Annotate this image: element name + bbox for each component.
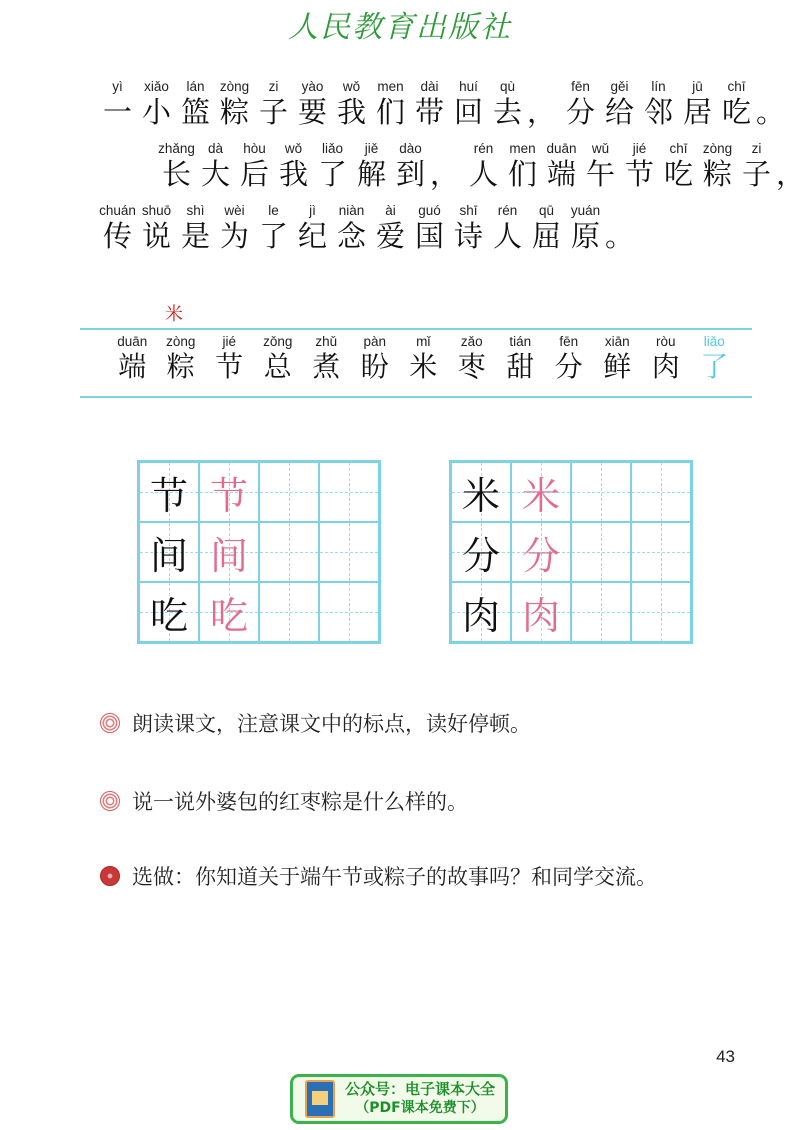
ruby-syllable xyxy=(235,140,274,191)
pinyin: huí xyxy=(459,79,478,94)
grid-cell xyxy=(511,462,571,522)
ruby-syllable xyxy=(488,202,527,253)
hanzi: 分 xyxy=(554,350,583,383)
ruby-syllable xyxy=(410,78,449,129)
grid-cell xyxy=(319,462,379,522)
pinyin: liǎo xyxy=(703,334,725,349)
grid-cell xyxy=(451,582,511,642)
recognition-char xyxy=(254,333,303,384)
hanzi: 爱 xyxy=(375,219,405,253)
pinyin: rén xyxy=(497,203,518,218)
exercise-2 xyxy=(100,786,468,816)
recognition-char xyxy=(690,333,739,384)
pinyin: duān xyxy=(546,141,577,156)
model-character: 分 xyxy=(461,533,500,578)
pinyin: yào xyxy=(301,79,324,94)
pinyin: pàn xyxy=(363,334,387,349)
badge-line-1: 公众号：电子课本大全 xyxy=(345,1080,496,1098)
ruby-syllable xyxy=(600,78,639,129)
hanzi: 念 xyxy=(336,219,366,253)
ruby-syllable xyxy=(332,78,371,129)
ruby-syllable xyxy=(332,202,371,253)
grid-cell xyxy=(571,522,631,582)
hanzi: 屈 xyxy=(531,219,561,253)
pinyin: tián xyxy=(509,334,532,349)
ruby-syllable xyxy=(313,140,352,191)
pinyin: niàn xyxy=(338,203,365,218)
pinyin: jì xyxy=(309,203,316,218)
ruby-syllable xyxy=(274,140,313,191)
pinyin: zòng xyxy=(219,79,250,94)
text-line-3 xyxy=(98,202,639,253)
recognition-mark: 米 xyxy=(165,304,183,325)
pinyin: qù xyxy=(499,79,516,94)
pinyin: guó xyxy=(418,203,441,218)
pinyin: zi xyxy=(751,141,762,156)
ruby-syllable xyxy=(98,78,137,129)
seal-icon xyxy=(100,866,120,886)
pinyin: zǎo xyxy=(460,334,483,349)
pinyin: yuán xyxy=(570,203,601,218)
hanzi: 后 xyxy=(239,157,269,191)
ruby-syllable xyxy=(503,140,542,191)
hanzi: 总 xyxy=(263,350,292,383)
exercise-text: 说一说外婆包的红枣粽是什么样的。 xyxy=(132,790,468,814)
pinyin: yì xyxy=(112,79,123,94)
recognition-char xyxy=(351,333,400,384)
text-line-2 xyxy=(157,140,810,191)
trace-character: 吃 xyxy=(209,593,248,638)
pinyin: zhǎng xyxy=(158,141,195,156)
pinyin: qū xyxy=(538,203,555,218)
trace-character: 间 xyxy=(209,533,248,578)
ruby-syllable xyxy=(542,140,581,191)
hanzi: 一 xyxy=(102,95,132,129)
grid-cell xyxy=(511,582,571,642)
hanzi: 了 xyxy=(317,157,347,191)
recognition-char xyxy=(642,333,691,384)
hanzi: 小 xyxy=(141,95,171,129)
ruby-syllable xyxy=(717,78,756,129)
recognition-char xyxy=(399,333,448,384)
pinyin: ròu xyxy=(655,334,676,349)
hanzi: 吃 xyxy=(663,157,693,191)
ruby-syllable xyxy=(371,202,410,253)
hanzi: 传 xyxy=(102,219,132,253)
pinyin: fēn xyxy=(559,334,579,349)
model-character: 吃 xyxy=(149,593,188,638)
punctuation: 。 xyxy=(605,219,635,253)
ruby-syllable xyxy=(449,78,488,129)
pinyin: jū xyxy=(692,79,703,94)
ruby-syllable xyxy=(639,78,678,129)
ruby-syllable xyxy=(196,140,235,191)
grid-cell xyxy=(259,462,319,522)
recognition-char xyxy=(108,333,157,384)
ruby-syllable xyxy=(254,202,293,253)
recognition-char xyxy=(157,333,206,384)
trace-character: 节 xyxy=(209,473,248,518)
exercise-3 xyxy=(100,861,657,891)
hanzi: 去 xyxy=(492,95,522,129)
hanzi: 鲜 xyxy=(603,350,632,383)
pinyin: chuán xyxy=(99,203,136,218)
hanzi: 吃 xyxy=(721,95,751,129)
hanzi: 午 xyxy=(585,157,615,191)
ruby-syllable xyxy=(561,78,600,129)
hanzi: 纪 xyxy=(297,219,327,253)
hanzi: 是 xyxy=(180,219,210,253)
grid-cell xyxy=(451,522,511,582)
pinyin: chī xyxy=(727,79,746,94)
hanzi: 原 xyxy=(570,219,600,253)
pinyin: zǒng xyxy=(263,334,293,349)
hanzi: 端 xyxy=(546,157,576,191)
hanzi: 篮 xyxy=(180,95,210,129)
ruby-syllable xyxy=(293,202,332,253)
hanzi: 我 xyxy=(278,157,308,191)
badge-line-2: （PDF课本免费下） xyxy=(355,1100,485,1116)
recognition-char xyxy=(448,333,497,384)
hanzi: 带 xyxy=(414,95,444,129)
pinyin: liǎo xyxy=(321,141,343,156)
hanzi: 国 xyxy=(414,219,444,253)
hanzi: 了 xyxy=(700,350,729,383)
ruby-syllable xyxy=(137,78,176,129)
hanzi: 煮 xyxy=(312,350,341,383)
pinyin: mǐ xyxy=(416,334,431,349)
ruby-syllable xyxy=(737,140,776,191)
pinyin: shī xyxy=(459,203,478,218)
recognition-characters xyxy=(108,333,739,384)
hanzi: 枣 xyxy=(457,350,486,383)
grid-cell xyxy=(571,462,631,522)
recognition-char xyxy=(302,333,351,384)
model-character: 间 xyxy=(149,533,188,578)
pinyin: shì xyxy=(186,203,205,218)
grid-cell xyxy=(199,462,259,522)
pinyin: gěi xyxy=(610,79,629,94)
grid-cell xyxy=(199,522,259,582)
grid-cell xyxy=(571,582,631,642)
pinyin: jiě xyxy=(364,141,379,156)
grid-cell xyxy=(451,462,511,522)
hanzi: 大 xyxy=(200,157,230,191)
pinyin: dà xyxy=(207,141,224,156)
pinyin: jié xyxy=(632,141,647,156)
publisher-header: 人民教育出版社 xyxy=(288,10,512,45)
hanzi: 回 xyxy=(453,95,483,129)
ruby-syllable xyxy=(254,78,293,129)
exercise-1 xyxy=(100,708,531,738)
grid-cell xyxy=(199,582,259,642)
hanzi: 要 xyxy=(297,95,327,129)
hanzi: 为 xyxy=(219,219,249,253)
grid-cell xyxy=(631,582,691,642)
ruby-syllable xyxy=(176,202,215,253)
model-character: 节 xyxy=(149,473,188,518)
ruby-syllable xyxy=(391,140,430,191)
hanzi: 子 xyxy=(741,157,771,191)
ruby-syllable xyxy=(527,202,566,253)
pinyin: xiǎo xyxy=(144,79,169,94)
ruby-syllable xyxy=(293,78,332,129)
ruby-syllable xyxy=(488,78,527,129)
pinyin: men xyxy=(377,79,404,94)
pinyin: zi xyxy=(268,79,279,94)
ruby-syllable xyxy=(215,78,254,129)
pinyin: dào xyxy=(399,141,422,156)
hanzi: 们 xyxy=(375,95,405,129)
hanzi: 居 xyxy=(682,95,712,129)
hanzi: 我 xyxy=(336,95,366,129)
hanzi: 解 xyxy=(356,157,386,191)
pinyin: chī xyxy=(669,141,688,156)
pinyin: lín xyxy=(651,79,666,94)
hanzi: 们 xyxy=(507,157,537,191)
ruby-syllable xyxy=(215,202,254,253)
hanzi: 分 xyxy=(565,95,595,129)
writing-grid-left xyxy=(137,460,381,644)
ruby-syllable xyxy=(98,202,137,253)
pinyin: wǔ xyxy=(591,141,610,156)
pinyin: wǒ xyxy=(284,141,303,156)
pinyin: ài xyxy=(385,203,396,218)
recognition-char xyxy=(593,333,642,384)
hanzi: 了 xyxy=(258,219,288,253)
hanzi: 甜 xyxy=(506,350,535,383)
pinyin: xiān xyxy=(604,334,630,349)
watermark-badge xyxy=(290,1074,508,1124)
pinyin: lán xyxy=(186,79,205,94)
ruby-syllable xyxy=(698,140,737,191)
hanzi: 粽 xyxy=(219,95,249,129)
grid-cell xyxy=(139,522,199,582)
pinyin: men xyxy=(509,141,536,156)
punctuation: 。 xyxy=(756,95,786,129)
pinyin: hòu xyxy=(243,141,266,156)
recognition-char xyxy=(496,333,545,384)
hanzi: 长 xyxy=(161,157,191,191)
ruby-syllable xyxy=(464,140,503,191)
punctuation: ， xyxy=(776,157,806,191)
hanzi: 端 xyxy=(118,350,147,383)
grid-cell xyxy=(511,522,571,582)
pinyin: zhǔ xyxy=(315,334,338,349)
pinyin: wèi xyxy=(224,203,245,218)
ruby-syllable xyxy=(352,140,391,191)
trace-character: 肉 xyxy=(521,593,560,638)
punctuation: ， xyxy=(527,95,557,129)
ruby-syllable xyxy=(371,78,410,129)
hanzi: 诗 xyxy=(453,219,483,253)
grid-cell xyxy=(319,522,379,582)
text-line-1 xyxy=(98,78,790,129)
pinyin: fēn xyxy=(571,79,590,94)
hanzi: 粽 xyxy=(166,350,195,383)
page-number: 43 xyxy=(716,1047,735,1066)
hanzi: 节 xyxy=(215,350,244,383)
hanzi: 给 xyxy=(604,95,634,129)
grid-cell xyxy=(259,582,319,642)
writing-grid-right xyxy=(449,460,693,644)
ruby-syllable xyxy=(157,140,196,191)
hanzi: 子 xyxy=(258,95,288,129)
pinyin: wǒ xyxy=(342,79,361,94)
model-character: 米 xyxy=(461,473,500,518)
pinyin: zòng xyxy=(166,334,196,349)
grid-cell xyxy=(139,462,199,522)
book-icon xyxy=(305,1080,335,1118)
exercise-text: 选做：你知道关于端午节或粽子的故事吗？和同学交流。 xyxy=(132,865,657,889)
seal-icon xyxy=(100,791,120,811)
hanzi: 人 xyxy=(468,157,498,191)
hanzi: 到 xyxy=(395,157,425,191)
model-character: 肉 xyxy=(461,593,500,638)
hanzi: 盼 xyxy=(360,350,389,383)
grid-cell xyxy=(631,462,691,522)
ruby-syllable xyxy=(678,78,717,129)
recognition-char xyxy=(205,333,254,384)
hanzi: 米 xyxy=(409,350,438,383)
hanzi: 节 xyxy=(624,157,654,191)
grid-cell xyxy=(319,582,379,642)
pinyin: jié xyxy=(222,334,236,349)
pinyin: duān xyxy=(117,334,148,349)
pinyin: le xyxy=(268,203,279,218)
hanzi: 肉 xyxy=(651,350,680,383)
pinyin: zòng xyxy=(702,141,733,156)
ruby-syllable xyxy=(410,202,449,253)
trace-character: 分 xyxy=(521,533,560,578)
punctuation: ， xyxy=(430,157,460,191)
hanzi: 说 xyxy=(141,219,171,253)
pinyin: shuō xyxy=(141,203,172,218)
ruby-syllable xyxy=(176,78,215,129)
hanzi: 粽 xyxy=(702,157,732,191)
trace-character: 米 xyxy=(521,473,560,518)
ruby-syllable xyxy=(659,140,698,191)
grid-cell xyxy=(259,522,319,582)
ruby-syllable xyxy=(620,140,659,191)
grid-cell xyxy=(139,582,199,642)
hanzi: 人 xyxy=(492,219,522,253)
ruby-syllable xyxy=(566,202,605,253)
recognition-char xyxy=(545,333,594,384)
ruby-syllable xyxy=(449,202,488,253)
hanzi: 邻 xyxy=(643,95,673,129)
exercise-text: 朗读课文，注意课文中的标点，读好停顿。 xyxy=(132,712,531,736)
pinyin: dài xyxy=(420,79,439,94)
grid-cell xyxy=(631,522,691,582)
pinyin: rén xyxy=(473,141,494,156)
seal-icon xyxy=(100,713,120,733)
ruby-syllable xyxy=(581,140,620,191)
ruby-syllable xyxy=(137,202,176,253)
